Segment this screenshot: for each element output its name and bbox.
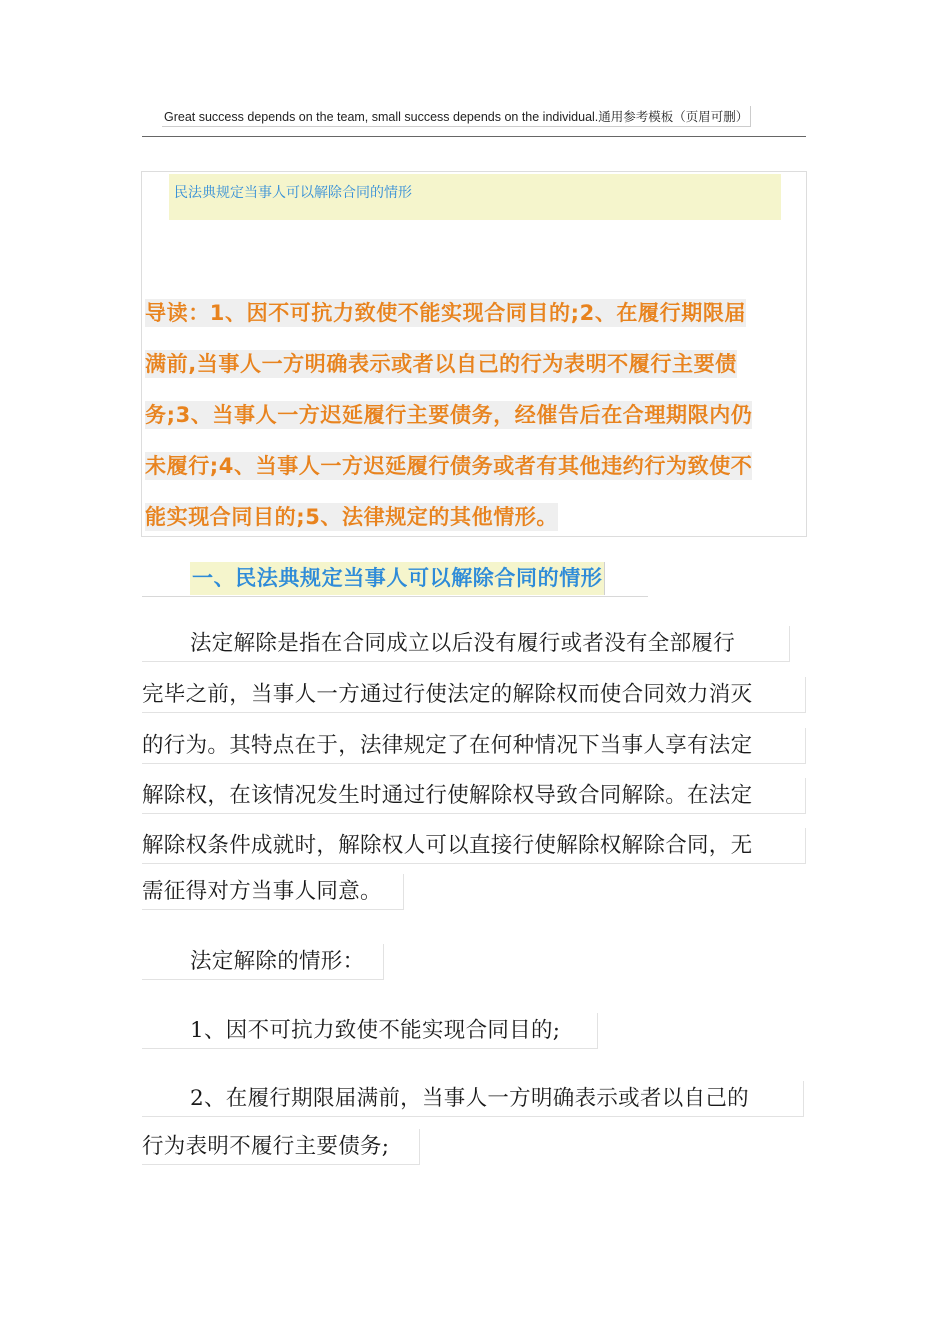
summary-title-bar xyxy=(169,174,781,220)
guide-line-text: 未履行;4、当事人一方迟延履行债务或者有其他违约行为致使不 xyxy=(145,454,753,478)
list-item-2-line: 行为表明不履行主要债务; xyxy=(142,1129,420,1165)
paragraph-line: 解除权，在该情况发生时通过行使解除权导致合同解除。在法定 xyxy=(142,778,806,814)
guide-line xyxy=(145,288,809,339)
header-text: Great success depends on the team, small success depends on the individual.通用参考模板（页眉可删） xyxy=(162,106,751,127)
guide-line xyxy=(145,390,809,441)
section-heading: 一、民法典规定当事人可以解除合同的情形 xyxy=(190,562,605,595)
list-item-1: 1、因不可抗力致使不能实现合同目的; xyxy=(142,1013,598,1049)
guide-line xyxy=(145,339,809,390)
list-item-2-line: 2、在履行期限届满前，当事人一方明确表示或者以自己的 xyxy=(142,1081,804,1117)
guide-line-text: 务;3、当事人一方迟延履行主要债务，经催告后在合理期限内仍 xyxy=(145,403,753,427)
paragraph-line: 需征得对方当事人同意。 xyxy=(142,874,404,910)
situations-label: 法定解除的情形： xyxy=(142,944,384,980)
guide-line-text: 满前,当事人一方明确表示或者以自己的行为表明不履行主要债 xyxy=(145,352,737,376)
paragraph-line: 解除权条件成就时，解除权人可以直接行使解除权解除合同，无 xyxy=(142,828,806,864)
guide-text xyxy=(145,288,809,543)
page-header xyxy=(142,100,806,137)
guide-line xyxy=(145,492,809,543)
guide-line-text: 能实现合同目的;5、法律规定的其他情形。 xyxy=(145,505,559,529)
summary-box xyxy=(141,171,807,537)
summary-title: 民法典规定当事人可以解除合同的情形 xyxy=(174,185,412,201)
section-heading-row xyxy=(142,562,648,597)
guide-line xyxy=(145,441,809,492)
paragraph-line: 完毕之前，当事人一方通过行使法定的解除权而使合同效力消灭 xyxy=(142,677,806,713)
paragraph-line: 的行为。其特点在于，法律规定了在何种情况下当事人享有法定 xyxy=(142,728,806,764)
guide-line-text: 导读：1、因不可抗力致使不能实现合同目的;2、在履行期限届 xyxy=(145,301,747,325)
paragraph-line: 法定解除是指在合同成立以后没有履行或者没有全部履行 xyxy=(142,626,790,662)
